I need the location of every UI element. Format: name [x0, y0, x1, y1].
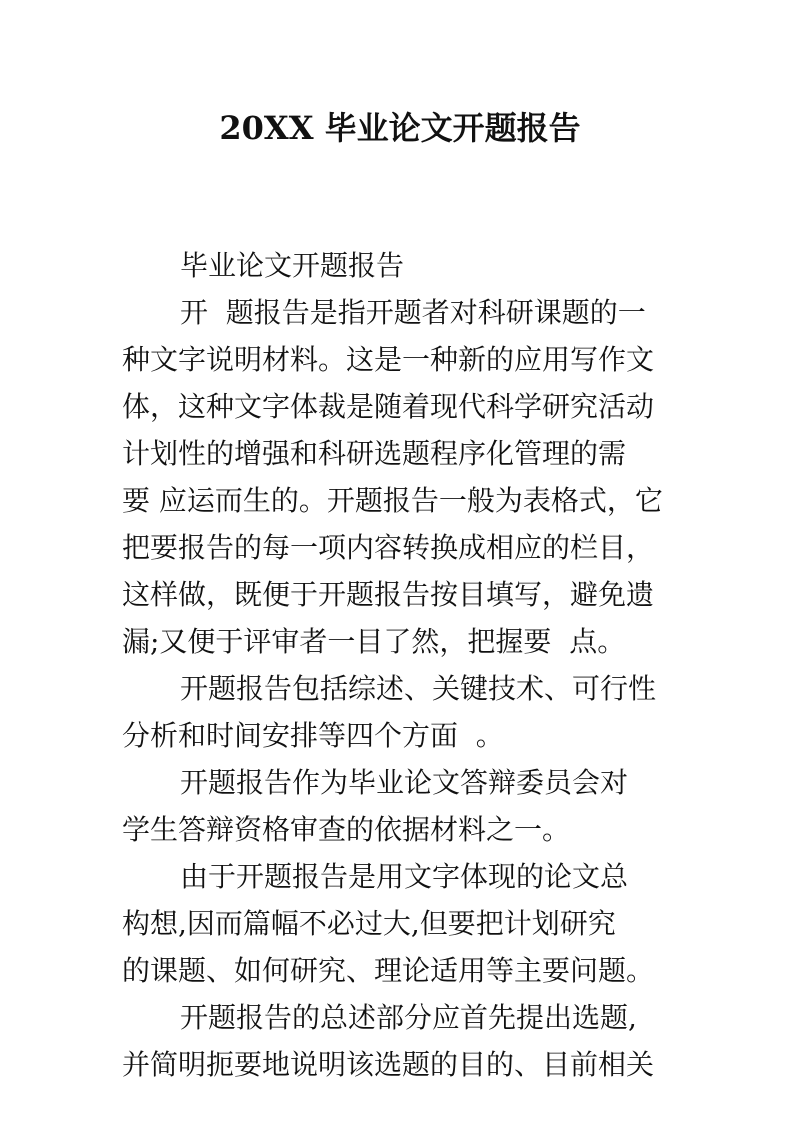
text-line: 开题报告作为毕业论文答辩委员会对 — [180, 766, 629, 799]
document-body — [122, 242, 702, 1088]
document-title: 20XX 毕业论文开题报告 — [219, 109, 581, 147]
text-line: 种文字说明材料。这是一种新的应用写作文 — [122, 343, 655, 376]
text-line: 开 题报告是指开题者对科研课题的一 — [180, 296, 646, 329]
text-line: 把要报告的每一项内容转换成相应的栏目， — [122, 531, 655, 564]
text-line: 学生答辩资格审查的依据材料之一。 — [122, 813, 571, 846]
text-line: 这样做，既便于开题报告按目填写，避免遗 — [122, 578, 655, 611]
text-line: 构想,因而篇幅不必过大,但要把计划研究 — [122, 907, 616, 940]
text-line: 并简明扼要地说明该选题的目的、目前相关 — [122, 1048, 655, 1081]
text-line: 的课题、如何研究、理论适用等主要问题。 — [122, 954, 655, 987]
text-line: 计划性的增强和科研选题程序化管理的需 — [122, 437, 627, 470]
text-line: 由于开题报告是用文字体现的论文总 — [180, 860, 629, 893]
text-line: 漏;又便于评审者一目了然，把握要 点。 — [122, 625, 626, 658]
text-line: 要 应运而生的。开题报告一般为表格式，它 — [122, 484, 663, 517]
text-line: 开题报告的总述部分应首先提出选题, — [180, 1001, 637, 1034]
text-line: 体，这种文字体裁是随着现代科学研究活动 — [122, 390, 655, 423]
text-line: 分析和时间安排等四个方面 。 — [122, 719, 504, 752]
text-line: 开题报告包括综述、关键技术、可行性 — [180, 672, 657, 705]
text-line: 毕业论文开题报告 — [180, 249, 405, 282]
